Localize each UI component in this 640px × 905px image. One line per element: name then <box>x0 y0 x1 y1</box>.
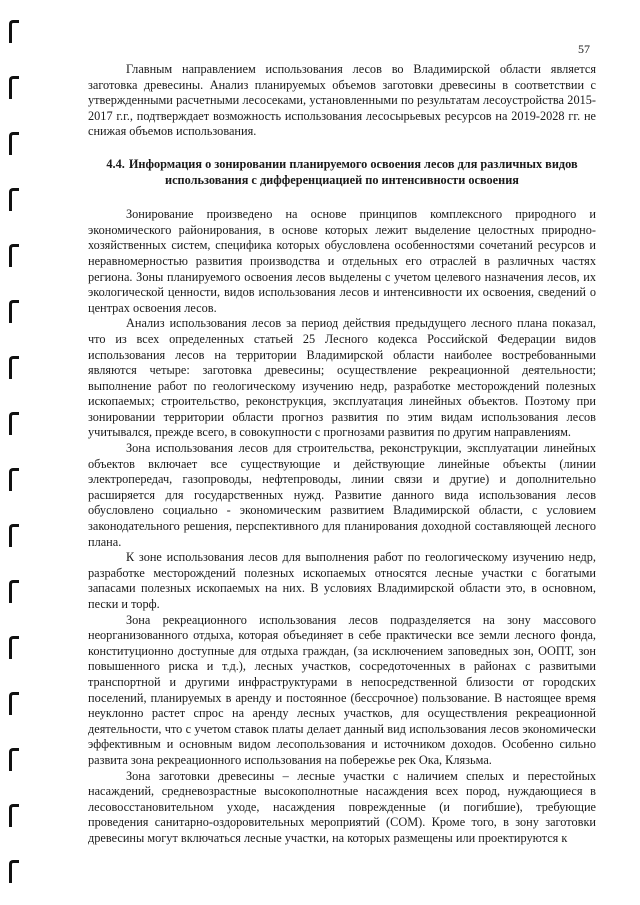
paragraph: Зона использования лесов для строительства, реконструкции, эксплуатации линейных объектов включает все существующие и действующие линейные объекты (линии электропередач, газопроводы, нефтепроводы, линии связи и другие) и дополнительно расширяется для государственных нужд. Развитие данного вида использования лесов обусловлено социально - экономическим развитием Владимирской области, с условием законодательного решения, перспективного для планирования доходной составляющей лесного плана. <box>88 441 596 549</box>
paragraph: К зоне использования лесов для выполнения работ по геологическому изучению недр, разработке месторождений полезных ископаемых относятся лесные участки с богатыми запасами полезных ископаемых на них. В условиях Владимирской области это, в основном, пески и торф. <box>88 550 596 611</box>
paragraph: Зона рекреационного использования лесов подразделяется на зону массового неорганизованного отдыха, которая объединяет в себе практически все земли лесного фонда, конституционно доступные для отдыха граждан, (за исключением заповедных зон, ООПТ, зон повышенного риска и т.д.), лесных участков, сосредоточенных в районах с развитыми транспортной и другими инфраструктурами в непосредственной близости от городских поселений, планируемых в аренду и постоянное (бессрочное) пользование. В настоящее время неуклонно растет спрос на аренду лесных участков, для осуществления рекреационной деятельности, что с учетом ставок платы делает данный вид использования лесов экономически эффективным и основным видом лесопользования и источником доходов. Особенно сильно развита зона рекреационного использования на побережье рек Ока, Клязьма. <box>88 612 596 767</box>
spiral-binding <box>0 0 28 905</box>
page-number: 57 <box>578 42 590 56</box>
section-title: Информация о зонировании планируемого освоения лесов для различных видов использования с дифференциацией по интенсивности освоения <box>128 156 578 187</box>
document-body <box>88 62 596 847</box>
section-heading <box>88 157 596 188</box>
section-number: 4.4. <box>106 156 125 171</box>
paragraph: Зона заготовки древесины – лесные участки с наличием спелых и перестойных насаждений, средневозрастные высокополнотные насаждения всех пород, нуждающиеся в лесовосстановительном уходе, насаждения поврежденные (и погибшие), требующие проведения санитарно-оздоровительных мероприятий (СОМ). Кроме того, в зону заготовки древесины могут включаться лесные участки, на которых размещены или проектируются к <box>88 768 596 845</box>
paragraph: Анализ использования лесов за период действия предыдущего лесного плана показал, что из всех определенных статьей 25 Лесного кодекса Российской Федерации видов использования лесов на территории Владимирской области наиболее востребованными являются четыре: заготовка древесины; осуществление рекреационной деятельности; выполнение работ по геологическому изучению недр, разработке месторождений полезных ископаемых; строительство, реконструкция, эксплуатация линейных объектов. Поэтому при зонировании территории области прогноз развития по этим видам использования лесов учитывался, прежде всего, в совокупности с прогнозами развития по другим направлениям. <box>88 316 596 440</box>
paragraph: Главным направлением использования лесов во Владимирской области является заготовка древесины. Анализ планируемых объемов заготовки древесины в соответствии с утвержденными расчетными лесосеками, установленными по результатам лесоустройства 2015-2017 г.г., подтверждает возможность использования лесосырьевых ресурсов на 2019-2028 гг. не снижая объемов использования. <box>88 62 596 139</box>
paragraph: Зонирование произведено на основе принципов комплексного природного и экономического районирования, в основе которых лежит выделение целостных природно-хозяйственных систем, специфика которых обусловлена особенностями сочетаний ресурсов и неравномерностью развития производства и отдельных его отраслей в различных частях региона. Зоны планируемого освоения лесов выделены с учетом целевого назначения лесов, их экологической ценности, видов использования лесов и интенсивности их освоения, сведений о центрах освоения лесов. <box>88 207 596 315</box>
